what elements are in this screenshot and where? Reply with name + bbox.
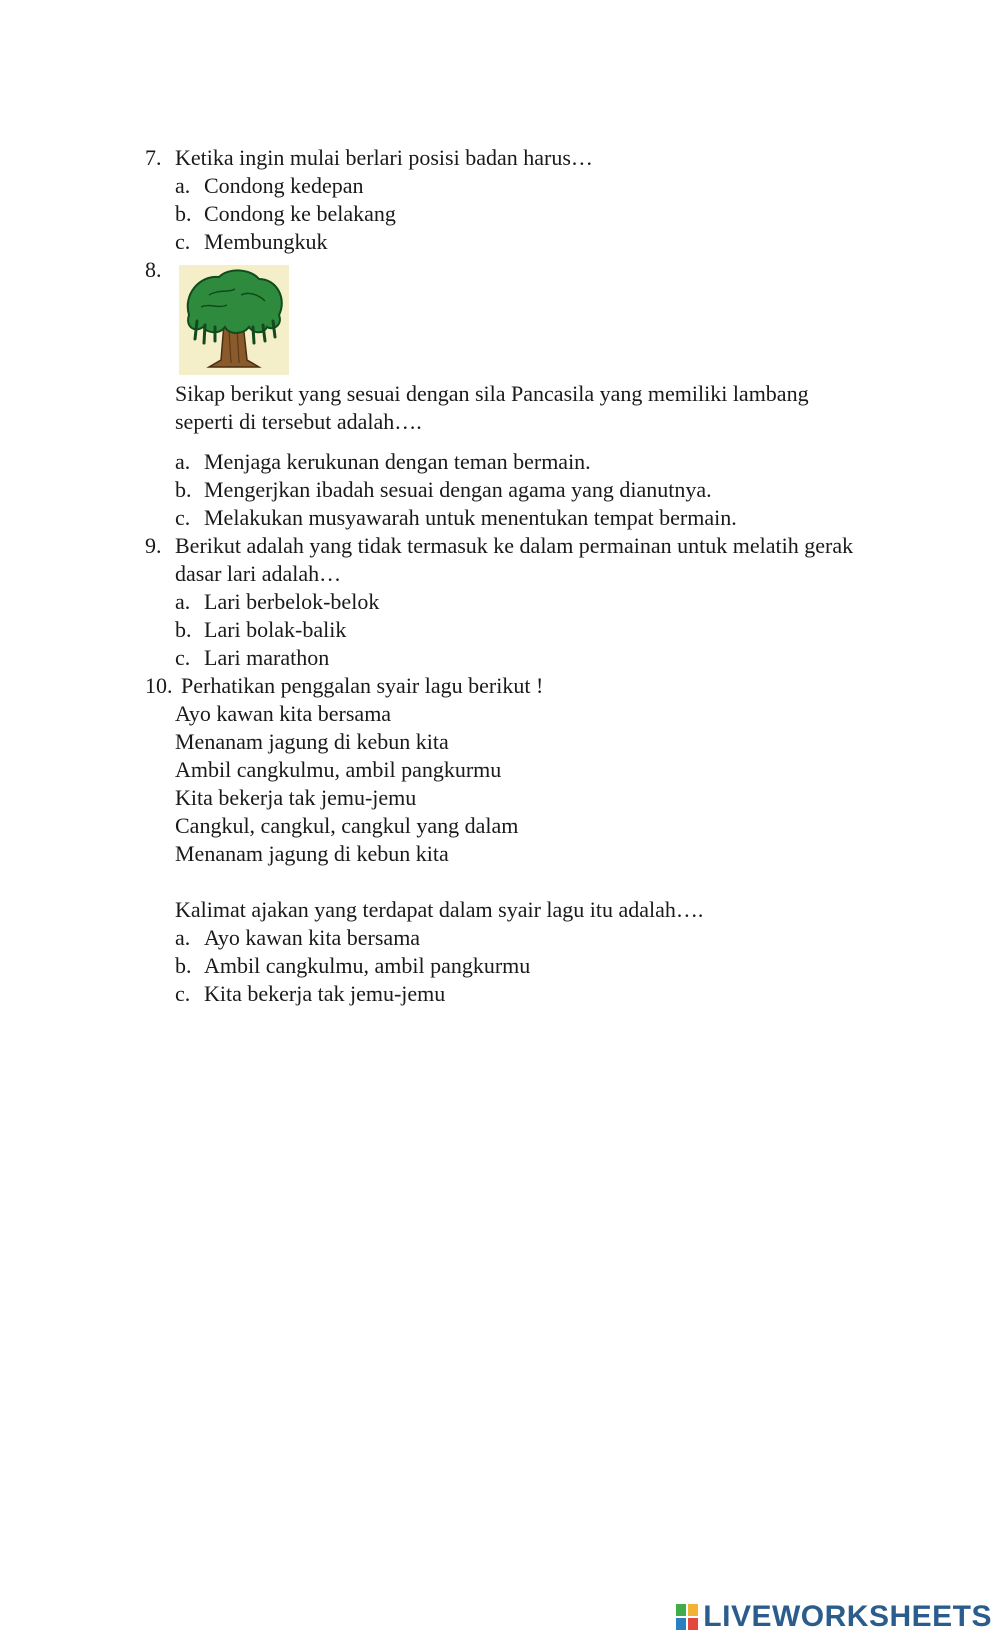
option-letter: a. [175, 589, 191, 614]
question-number: 8. [145, 257, 162, 282]
option-text[interactable]: Membungkuk [204, 229, 328, 254]
option-letter: b. [175, 477, 192, 502]
lyric-line: Ayo kawan kita bersama [175, 701, 392, 726]
question-text: Kalimat ajakan yang terdapat dalam syair lagu itu adalah…. [175, 897, 704, 922]
option-letter: c. [175, 229, 191, 254]
question-text: Sikap berikut yang sesuai dengan sila Pancasila yang memiliki lambang [175, 381, 809, 406]
option-text[interactable]: Kita bekerja tak jemu-jemu [204, 981, 446, 1006]
option-text[interactable]: Ayo kawan kita bersama [204, 925, 421, 950]
question-number: 7. [145, 145, 162, 170]
option-letter: a. [175, 449, 191, 474]
option-text[interactable]: Lari marathon [204, 645, 330, 670]
option-letter: b. [175, 201, 192, 226]
option-text[interactable]: Condong kedepan [204, 173, 364, 198]
question-text: dasar lari adalah… [175, 561, 342, 586]
option-text[interactable]: Condong ke belakang [204, 201, 396, 226]
option-letter: c. [175, 981, 191, 1006]
option-text[interactable]: Lari bolak-balik [204, 617, 347, 642]
question-text: Ketika ingin mulai berlari posisi badan harus… [175, 145, 593, 170]
question-number: 9. [145, 533, 162, 558]
lyric-line: Ambil cangkulmu, ambil pangkurmu [175, 757, 502, 782]
option-text[interactable]: Lari berbelok-belok [204, 589, 380, 614]
option-letter: b. [175, 617, 192, 642]
lyric-line: Cangkul, cangkul, cangkul yang dalam [175, 813, 519, 838]
option-text[interactable]: Melakukan musyawarah untuk menentukan tempat bermain. [204, 505, 737, 530]
lyric-line: Menanam jagung di kebun kita [175, 841, 449, 866]
question-text: seperti di tersebut adalah…. [175, 409, 422, 434]
question-intro: Perhatikan penggalan syair lagu berikut ! [181, 673, 544, 698]
option-letter: a. [175, 173, 191, 198]
lyric-line: Kita bekerja tak jemu-jemu [175, 785, 417, 810]
option-letter: c. [175, 505, 191, 530]
option-text[interactable]: Ambil cangkulmu, ambil pangkurmu [204, 953, 531, 978]
liveworksheets-logo[interactable] [675, 1597, 992, 1637]
banyan-tree-icon [179, 265, 289, 375]
lyric-line: Menanam jagung di kebun kita [175, 729, 449, 754]
question-number: 10. [145, 673, 173, 698]
liveworksheets-logo-icon [675, 1602, 699, 1632]
option-letter: b. [175, 953, 192, 978]
question-text: Berikut adalah yang tidak termasuk ke dalam permainan untuk melatih gerak [175, 533, 854, 558]
option-letter: a. [175, 925, 191, 950]
option-text[interactable]: Menjaga kerukunan dengan teman bermain. [204, 449, 591, 474]
option-letter: c. [175, 645, 191, 670]
option-text[interactable]: Mengerjkan ibadah sesuai dengan agama yang dianutnya. [204, 477, 712, 502]
brand-text: LIVEWORKSHEETS [703, 1600, 992, 1633]
